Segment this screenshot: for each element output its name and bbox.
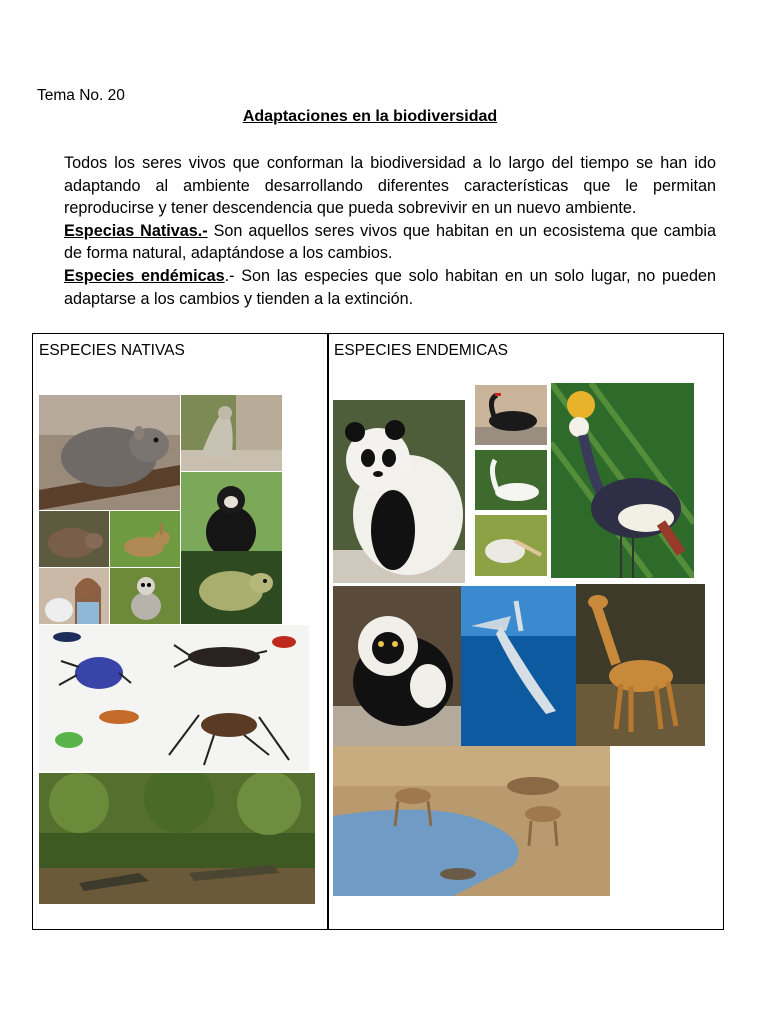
endemicas-text: .- Son las especies que solo habitan en un solo lugar, no pueden adaptarse a los cambios y tienden a la extinción.	[64, 266, 716, 308]
nativas-text: Son aquellos seres vivos que habitan en un ecosistema que cambia de forma natural, adaptándose a los cambios.	[64, 221, 716, 263]
rat-photo	[39, 395, 180, 510]
page-title: Adaptaciones en la biodiversidad	[242, 108, 498, 125]
giraffe-photo	[576, 584, 705, 746]
rabbit-photo	[110, 511, 180, 567]
insects-photo	[39, 625, 309, 771]
black-swan-photo	[475, 385, 547, 445]
nativas-definition	[64, 220, 716, 265]
swan-photo	[475, 450, 547, 510]
lemur-photo	[110, 568, 180, 624]
ruffed-lemur-photo	[333, 586, 461, 746]
col-header-nativas: ESPECIES NATIVAS	[39, 342, 185, 359]
body-text	[64, 152, 716, 310]
girl-rabbit-photo	[39, 568, 109, 624]
endemicas-definition	[64, 265, 716, 310]
crane-photo	[551, 383, 694, 578]
column-divider	[327, 334, 329, 929]
intro-paragraph: Todos los seres vivos que conforman la biodiversidad a lo largo del tiempo se han ido adaptando al ambiente desarrollando diferentes características que le permitan reproducirse y tener descendencia que pueda sobrevivir en un nuevo ambiente.	[64, 154, 716, 218]
pelican-photo	[475, 515, 547, 576]
topic-number: Tema No. 20	[37, 87, 125, 104]
antelope-photo	[333, 746, 610, 896]
endemicas-term: Especies endémicas	[64, 266, 225, 285]
nativas-term: Especias Nativas.-	[64, 221, 208, 240]
crocodile-photo	[39, 773, 315, 904]
col-header-endemicas: ESPECIES ENDEMICAS	[334, 342, 508, 359]
panda-photo	[333, 400, 465, 583]
lizard-photo	[181, 395, 282, 471]
opossum-photo	[181, 551, 282, 624]
mouse-photo	[39, 511, 109, 567]
shark-photo	[461, 586, 576, 746]
